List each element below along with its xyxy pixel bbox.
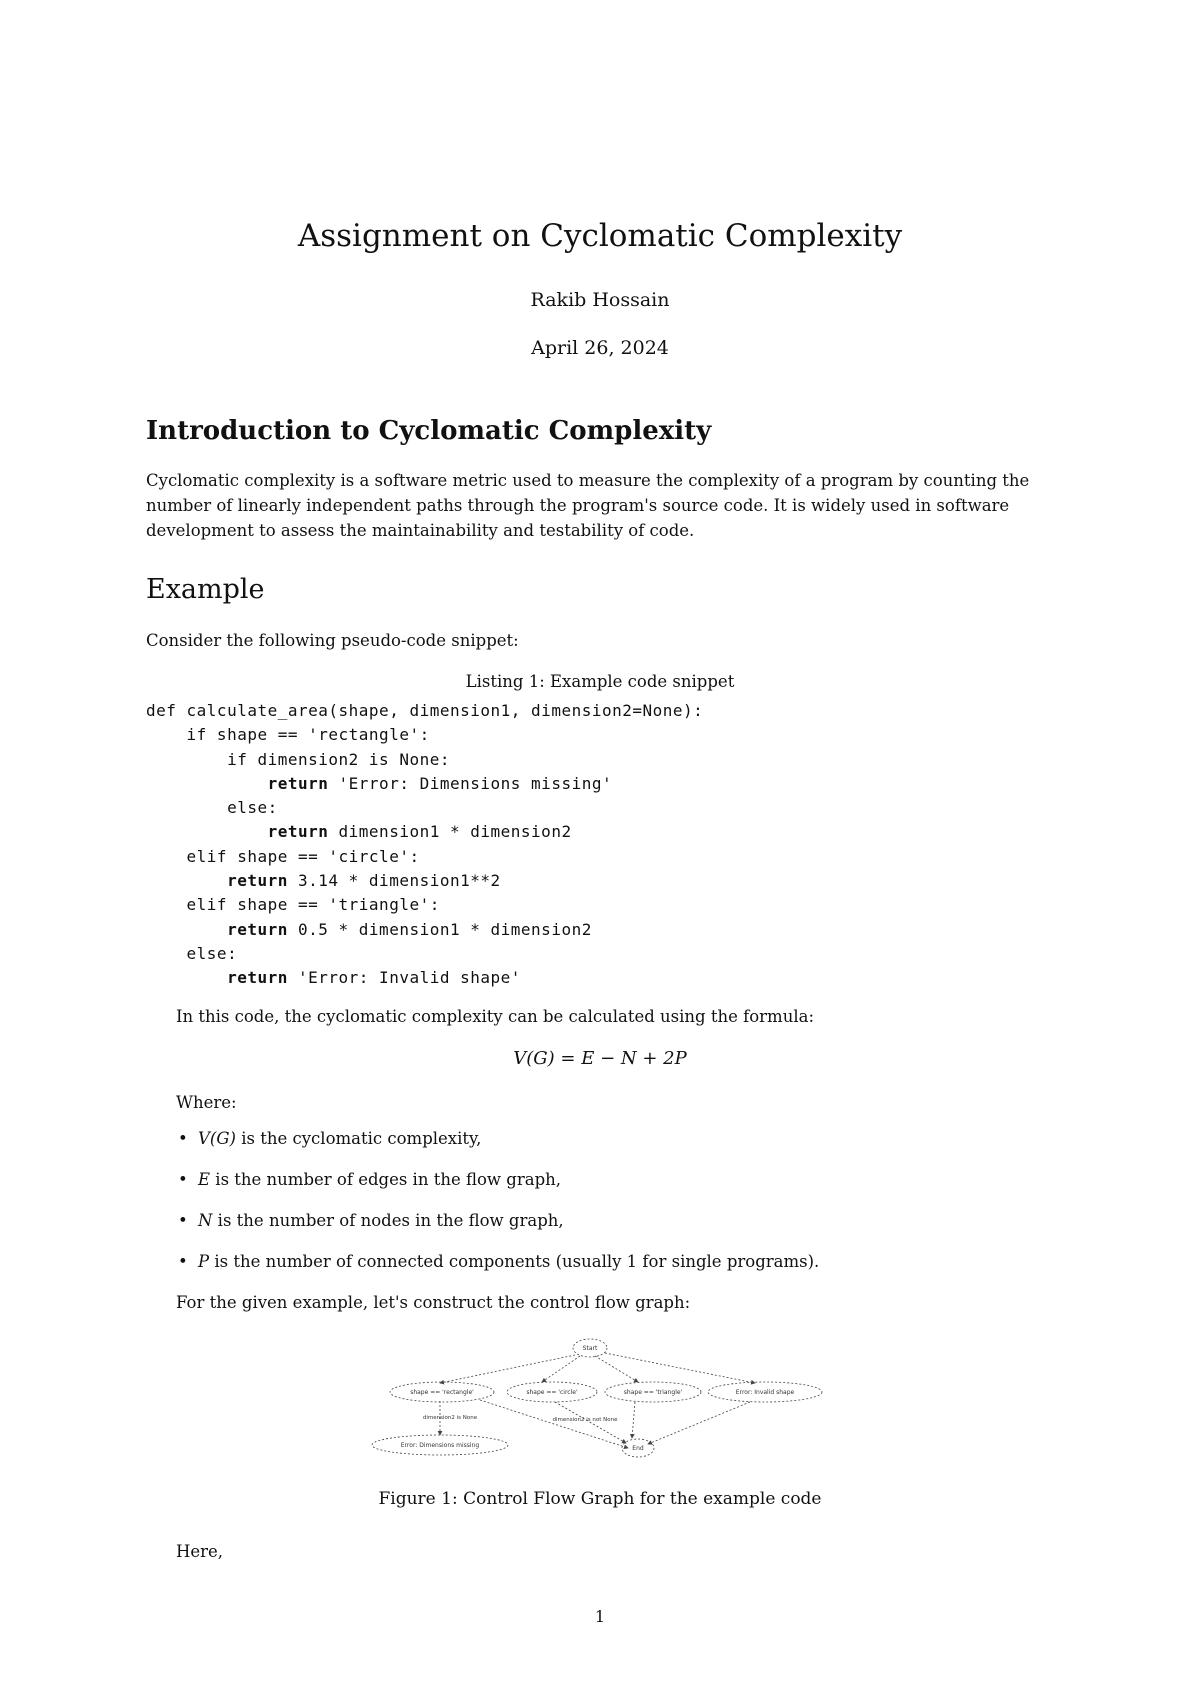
- section-heading-introduction: Introduction to Cyclomatic Complexity: [146, 416, 712, 446]
- formula: V(G) = E − N + 2P: [513, 1048, 687, 1069]
- date: April 26, 2024: [531, 337, 669, 359]
- node-label: shape == 'rectangle': [410, 1389, 474, 1396]
- definition-list: [176, 1126, 819, 1290]
- list-item: [176, 1126, 819, 1167]
- consider-text: Consider the following pseudo-code snippet:: [146, 631, 519, 650]
- code-line: return 'Error: Invalid shape': [227, 968, 521, 988]
- page-number: 1: [594, 1607, 606, 1626]
- definition: is the cyclomatic complexity,: [235, 1129, 482, 1148]
- code-listing: [146, 699, 703, 991]
- control-flow-graph: [370, 1330, 840, 1470]
- edge-label: dimension2 is not None: [552, 1417, 618, 1423]
- code-line: else:: [146, 943, 238, 963]
- definition: is the number of nodes in the flow graph,: [212, 1211, 564, 1230]
- code-line: return 0.5 * dimension1 * dimension2: [227, 919, 592, 939]
- code-line: if dimension2 is None:: [146, 749, 450, 769]
- list-item: [176, 1167, 819, 1208]
- node-label: Error: Invalid shape: [735, 1389, 795, 1396]
- code-line: elif shape == 'circle':: [146, 846, 420, 866]
- list-item: [176, 1208, 819, 1249]
- here-text: Here,: [176, 1542, 224, 1561]
- bullet-icon: •: [178, 1129, 188, 1148]
- node-label: Start: [582, 1345, 598, 1352]
- listing-caption: Listing 1: Example code snippet: [465, 672, 735, 691]
- edge-triangle-end: [632, 1402, 635, 1438]
- formula-intro-text: In this code, the cyclomatic complexity can be calculated using the formula:: [176, 1007, 814, 1026]
- bullet-icon: •: [178, 1252, 188, 1271]
- code-line: return 'Error: Dimensions missing': [267, 773, 613, 793]
- bullet-icon: •: [178, 1170, 188, 1189]
- definition: is the number of connected components (usually 1 for single programs).: [209, 1252, 820, 1271]
- code-line: else:: [146, 798, 278, 818]
- author: Rakib Hossain: [530, 289, 670, 311]
- where-text: Where:: [176, 1093, 237, 1112]
- node-label: shape == 'triangle': [623, 1389, 683, 1396]
- edge-start-invalid: [605, 1353, 755, 1383]
- node-label: End: [632, 1445, 644, 1452]
- code-line: elif shape == 'triangle':: [146, 895, 440, 915]
- definition: is the number of edges in the flow graph,: [210, 1170, 562, 1189]
- graph-intro-text: For the given example, let's construct the control flow graph:: [176, 1293, 691, 1312]
- section-heading-example: Example: [146, 574, 265, 605]
- symbol: E: [198, 1170, 211, 1189]
- code-line: return 3.14 * dimension1**2: [227, 871, 501, 891]
- list-item: [176, 1249, 819, 1290]
- code-line: def calculate_area(shape, dimension1, dimension2=None):: [146, 701, 704, 720]
- code-line: return dimension1 * dimension2: [267, 822, 572, 842]
- symbol: V(G): [198, 1129, 236, 1148]
- edge-invalid-end: [648, 1402, 750, 1444]
- node-label: Error: Dimensions missing: [400, 1442, 480, 1449]
- edge-label: dimension2 is None: [422, 1415, 478, 1421]
- edge-start-circle: [542, 1356, 580, 1382]
- edge-start-rect: [440, 1355, 575, 1383]
- symbol: N: [198, 1211, 213, 1230]
- edge-start-triangle: [595, 1356, 638, 1382]
- document-title: Assignment on Cyclomatic Complexity: [297, 218, 903, 254]
- figure-caption: Figure 1: Control Flow Graph for the example code: [378, 1489, 822, 1509]
- introduction-paragraph: Cyclomatic complexity is a software metric used to measure the complexity of a program by counting the number of linearly independent paths through the program's source code. It is widely used in software development to assess the maintainability and testability of code.: [146, 471, 1030, 540]
- bullet-icon: •: [178, 1211, 188, 1230]
- symbol: P: [198, 1252, 210, 1271]
- code-line: if shape == 'rectangle':: [146, 725, 430, 745]
- node-label: shape == 'circle': [526, 1389, 578, 1396]
